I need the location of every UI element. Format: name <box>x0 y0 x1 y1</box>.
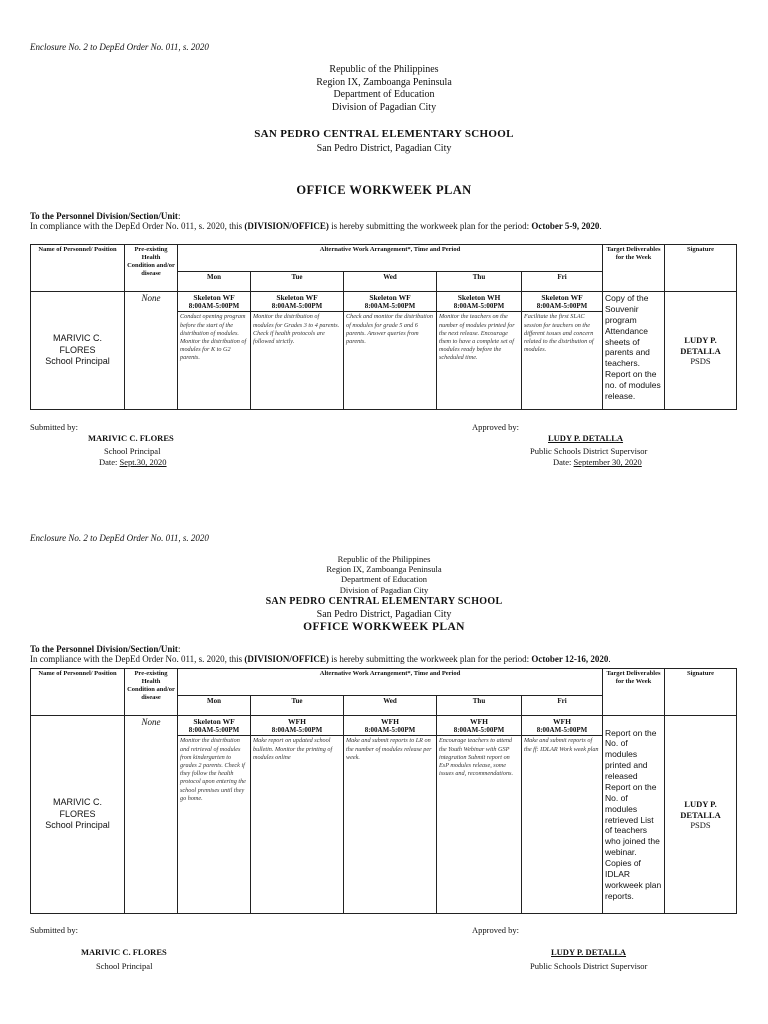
day-cell-wed: WFH 8:00AM-5:00PM Make and submit reports to LR on the number of modules release per week. <box>344 716 437 914</box>
col-header-signature: Signature <box>665 245 737 292</box>
day-cell-tue: WFH 8:00AM-5:00PM Make report on updated school bulletin. Monitor the printing of modules online <box>251 716 344 914</box>
approved-by-label: Approved by: <box>472 422 519 432</box>
intro-block: To the Personnel Division/Section/Unit: In compliance with the DepEd Order No. 011, s. 2020, this (DIVISION/OFFICE) is hereby submitting the workweek plan for the period: October 12-16, 2020. <box>30 644 611 664</box>
day-cell-mon: Skeleton WF 8:00AM-5:00PM Monitor the distribution and retrieval of modules from kindergarten to grades 2 parents. Check if they follow the health protocol upon entering the school premises until they go home. <box>178 716 251 914</box>
period: October 12-16, 2020 <box>531 654 609 664</box>
recipient-line: To the Personnel Division/Section/Unit <box>30 644 178 654</box>
workweek-plan-page-2 <box>0 520 768 1024</box>
approver-role: Public Schools District Supervisor <box>530 446 648 456</box>
compliance-statement: In compliance with the DepEd Order No. 011, s. 2020, this (DIVISION/OFFICE) is hereby submitting the workweek plan for the period: October 12-16, 2020. <box>30 654 611 664</box>
compliance-statement: In compliance with the DepEd Order No. 011, s. 2020, this (DIVISION/OFFICE) is hereby submitting the workweek plan for the period: October 5-9, 2020. <box>30 221 602 231</box>
department-line: Department of Education <box>333 89 435 100</box>
day-header-wed: Wed <box>344 272 437 292</box>
day-header-tue: Tue <box>251 272 344 292</box>
col-header-deliverables: Target Deliverables for the Week <box>603 245 665 292</box>
col-header-condition: Pre-existing Health Condition and/or disease <box>125 245 178 292</box>
page-title: OFFICE WORKWEEK PLAN <box>303 621 465 633</box>
approver-role: Public Schools District Supervisor <box>530 961 648 971</box>
approve-date: Date: September 30, 2020 <box>553 457 642 467</box>
col-header-awa: Alternative Work Arrangement*, Time and Period <box>178 245 603 272</box>
district-line: San Pedro District, Pagadian City <box>316 609 452 620</box>
day-cell-fri: WFH 8:00AM-5:00PM Make and submit reports of the ff: IDLAR Work week plan <box>522 716 603 914</box>
district-line: San Pedro District, Pagadian City <box>316 143 452 154</box>
day-header-thu: Thu <box>437 272 522 292</box>
school-name: SAN PEDRO CENTRAL ELEMENTARY SCHOOL <box>265 596 503 607</box>
col-header-signature: Signature <box>665 669 737 716</box>
deliverables-cell: Copy of the Souvenir program Attendance sheets of parents and teachers. Report on the no. of modules release. <box>603 292 665 410</box>
intro-block: To the Personnel Division/Section/Unit: In compliance with the DepEd Order No. 011, s. 2020, this (DIVISION/OFFICE) is hereby submitting the workweek plan for the period: October 5-9, 2020. <box>30 211 602 231</box>
personnel-cell: MARIVIC C. FLORES School Principal <box>31 292 125 410</box>
school-name: SAN PEDRO CENTRAL ELEMENTARY SCHOOL <box>254 128 514 140</box>
workweek-table <box>30 668 737 914</box>
deliverables-cell: Report on the No. of modules printed and released Report on the No. of modules retrieved List of teachers who joined the webinar. Copies of IDLAR workweek plan reports. <box>603 716 665 914</box>
table-row <box>31 292 737 410</box>
day-header-thu: Thu <box>437 696 522 716</box>
personnel-position: School Principal <box>45 356 110 367</box>
submitter-role: School Principal <box>96 961 153 971</box>
submit-date: Date: Sept.30, 2020 <box>99 457 167 467</box>
day-cell-thu: Skeleton WH 8:00AM-5:00PM Monitor the teachers on the number of modules printed for the next release. Encourage them to have a complete set of modules ready before the scheduled time. <box>437 292 522 410</box>
day-cell-tue: Skeleton WF 8:00AM-5:00PM Monitor the distribution of modules for Grades 3 to 4 parents. Check if health protocols are followed strictly. <box>251 292 344 410</box>
personnel-cell: MARIVIC C. FLORES School Principal <box>31 716 125 914</box>
workweek-table <box>30 244 737 410</box>
day-cell-mon: Skeleton WF 8:00AM-5:00PM Conduct opening program before the start of the distribution of modules. Monitor the distribution of modules for K to G2 parents. <box>178 292 251 410</box>
table-row <box>31 716 737 914</box>
signature-cell: LUDY P. DETALLA PSDS <box>665 292 737 410</box>
submitter-name: MARIVIC C. FLORES <box>81 947 167 957</box>
division-line: Division of Pagadian City <box>331 101 437 113</box>
workweek-plan-page-1 <box>0 0 768 500</box>
personnel-position: School Principal <box>45 820 110 831</box>
republic-line: Republic of the Philippines <box>329 64 439 75</box>
health-condition: None <box>125 292 178 410</box>
period: October 5-9, 2020 <box>531 221 600 231</box>
submitter-role: School Principal <box>104 446 161 456</box>
day-cell-wed: Skeleton WF 8:00AM-5:00PM Check and monitor the distribution of modules for grade 5 and 6 parents. Answer queries from parents. <box>344 292 437 410</box>
agency-header <box>0 64 768 114</box>
day-cell-thu: WFH 8:00AM-5:00PM Encourage teachers to attend the Youth Webinar with GSP integration Submit report on EsP modules release, some issues and, recommendations. <box>437 716 522 914</box>
region-line: Region IX, Zamboanga Peninsula <box>316 76 452 88</box>
day-header-fri: Fri <box>522 272 603 292</box>
signature-cell: LUDY P. DETALLA PSDS <box>665 716 737 914</box>
enclosure-note: Enclosure No. 2 to DepEd Order No. 011, s. 2020 <box>30 42 209 52</box>
health-condition: None <box>125 716 178 914</box>
approved-by-label: Approved by: <box>472 925 519 935</box>
recipient-line: To the Personnel Division/Section/Unit <box>30 211 178 221</box>
col-header-name: Name of Personnel/ Position <box>31 669 125 716</box>
col-header-name: Name of Personnel/ Position <box>31 245 125 292</box>
region-line: Region IX, Zamboanga Peninsula <box>326 564 442 575</box>
division-line: Division of Pagadian City <box>339 584 429 595</box>
day-header-wed: Wed <box>344 696 437 716</box>
col-header-deliverables: Target Deliverables for the Week <box>603 669 665 716</box>
day-header-tue: Tue <box>251 696 344 716</box>
submitter-name: MARIVIC C. FLORES <box>88 433 174 443</box>
page-title: OFFICE WORKWEEK PLAN <box>296 183 472 197</box>
approver-name: LUDY P. DETALLA <box>551 947 627 957</box>
submitted-by-label: Submitted by: <box>30 925 78 935</box>
day-cell-fri: Skeleton WF 8:00AM-5:00PM Facilitate the first SLAC session for teachers on the different issues and concern related to the distribution of modules. <box>522 292 603 410</box>
day-header-mon: Mon <box>178 696 251 716</box>
day-header-mon: Mon <box>178 272 251 292</box>
col-header-awa: Alternative Work Arrangement*, Time and Period <box>178 669 603 696</box>
agency-header <box>0 554 768 595</box>
republic-line: Republic of the Philippines <box>337 554 431 564</box>
submitted-by-label: Submitted by: <box>30 422 78 432</box>
day-header-fri: Fri <box>522 696 603 716</box>
enclosure-note: Enclosure No. 2 to DepEd Order No. 011, s. 2020 <box>30 533 209 543</box>
department-line: Department of Education <box>341 574 427 585</box>
approver-name: LUDY P. DETALLA <box>548 433 624 443</box>
col-header-condition: Pre-existing Health Condition and/or disease <box>125 669 178 716</box>
